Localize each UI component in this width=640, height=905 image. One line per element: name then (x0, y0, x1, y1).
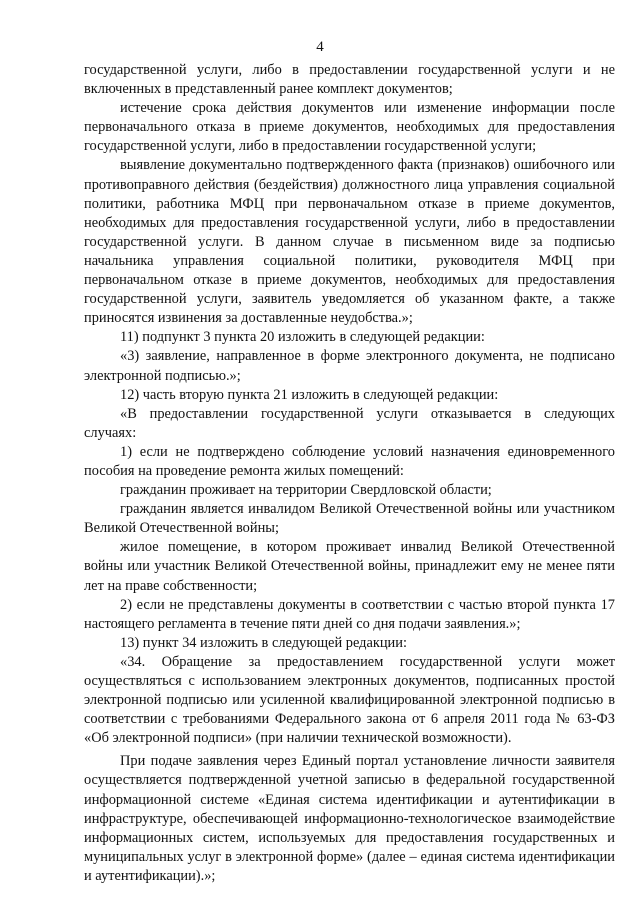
page-number: 4 (316, 39, 324, 55)
paragraph: При подаче заявления через Единый портал установление личности заявителя осуществляется подтвержденной учетной записью в федеральной государственной информационной системе «Единая система идентификации и аутентификации в инфраструктуре, обеспечивающей информационно-технологическое взаимодействие информационных систем, используемых для предоставления государственных и муниципальных услуг в электронной форме» (далее – единая система идентификации и аутентификации).»; (84, 753, 615, 884)
paragraph: «В предоставлении государственной услуги отказывается в следующих случаях: (84, 405, 615, 441)
document-body (84, 61, 615, 886)
paragraph: «3) заявление, направленное в форме электронного документа, не подписано электронной подписью.»; (84, 348, 615, 384)
paragraph: гражданин проживает на территории Свердловской области; (120, 482, 492, 499)
paragraph: государственной услуги, либо в предоставлении государственной услуги и не включенных в представленный ранее комплект документов; (84, 62, 615, 98)
paragraph: «34. Обращение за предоставлением государственной услуги может осуществляться с использованием электронных документов, подписанных простой электронной подписью или усиленной квалифицированной электронной подписью в соответствии с требованиями Федерального закона от 6 апреля 2011 года № 63-ФЗ «Об электронной подписи» (при наличии технической возможности). (84, 653, 615, 747)
paragraph: 11) подпункт 3 пункта 20 изложить в следующей редакции: (120, 329, 485, 346)
paragraph: 1) если не подтверждено соблюдение условий назначения единовременного пособия на проведение ремонта жилых помещений: (84, 443, 615, 479)
paragraph: выявление документально подтвержденного факта (признаков) ошибочного или противоправного действия (бездействия) должностного лица управления социальной политики, работника МФЦ при первоначальном отказе в приеме документов, необходимых для предоставления государственной услуги, либо в предоставлении государственной услуги. В данном случае в письменном виде за подписью начальника управления социальной политики, руководителя МФЦ при первоначальном отказе в приеме документов, необходимых для предоставления государственной услуги, заявитель уведомляется об указанном факте, а также приносятся извинения за доставленные неудобства.»; (84, 157, 615, 327)
paragraph: гражданин является инвалидом Великой Отечественной войны или участником Великой Отечественной войны; (84, 501, 615, 537)
paragraph: жилое помещение, в котором проживает инвалид Великой Отечественной войны или участник Великой Отечественной войны, принадлежит ему не менее пяти лет на праве собственности; (84, 539, 615, 594)
paragraph: истечение срока действия документов или изменение информации после первоначального отказа в приеме документов, необходимых для предоставления государственной услуги, либо в предоставлении государственной услуги; (84, 100, 615, 155)
paragraph: 2) если не представлены документы в соответствии с частью второй пункта 17 настоящего регламента в течение пяти дней со дня подачи заявления.»; (84, 596, 615, 632)
paragraph: 12) часть вторую пункта 21 изложить в следующей редакции: (120, 386, 499, 403)
paragraph: 13) пункт 34 изложить в следующей редакции: (120, 634, 407, 651)
